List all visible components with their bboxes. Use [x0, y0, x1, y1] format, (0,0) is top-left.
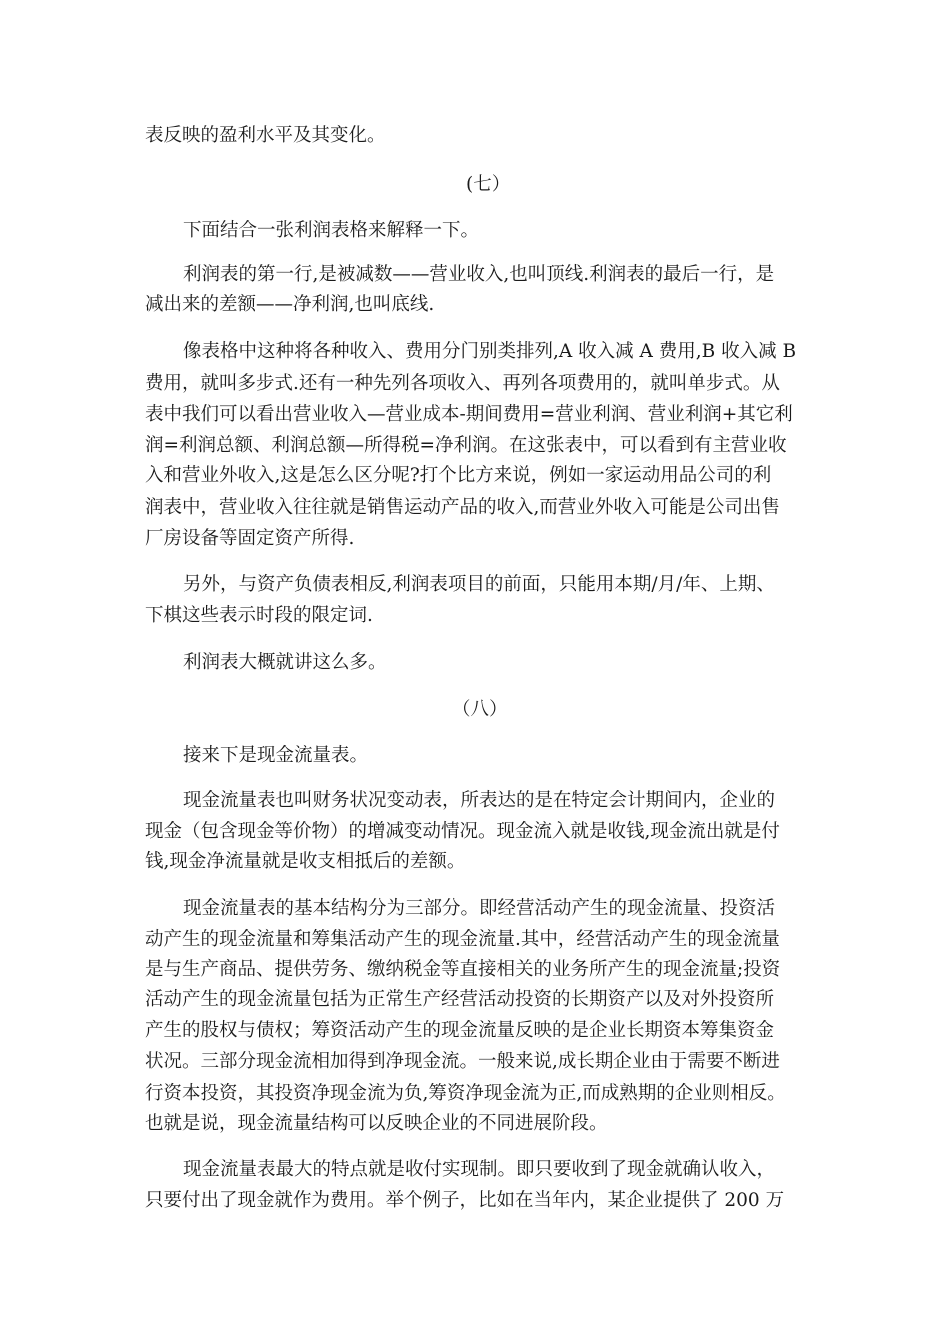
paragraph-line: 现金流量表的基本结构分为三部分。即经营活动产生的现金流量、投资活 — [183, 898, 776, 919]
paragraph-line: 动产生的现金流量和筹集活动产生的现金流量.其中，经营活动产生的现金流量 — [145, 929, 780, 950]
paragraph-line: 下面结合一张利润表格来解释一下。 — [183, 220, 480, 241]
paragraph-line: 减出来的差额——净利润,也叫底线. — [145, 294, 435, 315]
paragraph-line: 状况。三部分现金流相加得到净现金流。一般来说,成长期企业由于需要不断进 — [145, 1051, 780, 1072]
paragraph-line: 现金（包含现金等价物）的增减变动情况。现金流入就是收钱,现金流出就是付 — [145, 821, 780, 842]
paragraph-line: 也就是说，现金流量结构可以反映企业的不同进展阶段。 — [145, 1113, 608, 1134]
paragraph-line: 产生的股权与债权；筹资活动产生的现金流量反映的是企业长期资本筹集资金 — [145, 1020, 775, 1041]
paragraph-line: 润=利润总额、利润总额—所得税=净利润。在这张表中，可以看到有主营业收 — [145, 435, 787, 456]
paragraph-line: 厂房设备等固定资产所得. — [145, 528, 355, 549]
paragraph-line: 润表中，营业收入往往就是销售运动产品的收入,而营业外收入可能是公司出售 — [145, 497, 780, 518]
paragraph-line: 费用，就叫多步式.还有一种先列各项收入、再列各项费用的，就叫单步式。从 — [145, 373, 780, 394]
paragraph-line: 现金流量表也叫财务状况变动表，所表达的是在特定会计期间内，企业的 — [183, 790, 776, 811]
paragraph-line: 表中我们可以看出营业收入—营业成本-期间费用=营业利润、营业利润+其它利 — [145, 404, 793, 425]
paragraph-line: 接来下是现金流量表。 — [183, 745, 369, 766]
paragraph-line: 行资本投资，其投资净现金流为负,筹资净现金流为正,而成熟期的企业则相反。 — [145, 1083, 786, 1104]
paragraph-line: 像表格中这种将各种收入、费用分门别类排列,A 收入减 A 费用,B 收入减 B — [183, 341, 797, 362]
paragraph-line: 表反映的盈利水平及其变化。 — [145, 125, 386, 146]
paragraph-line: 入和营业外收入,这是怎么区分呢?打个比方来说，例如一家运动用品公司的利 — [145, 465, 772, 486]
paragraph-line: 下棋这些表示时段的限定词. — [145, 605, 373, 626]
paragraph-line: 只要付出了现金就作为费用。举个例子，比如在当年内，某企业提供了 200 万 — [145, 1190, 785, 1211]
paragraph-line: 是与生产商品、提供劳务、缴纳税金等直接相关的业务所产生的现金流量;投资 — [145, 959, 781, 980]
paragraph-line: 钱,现金净流量就是收支相抵后的差额。 — [145, 851, 466, 872]
paragraph-line: 现金流量表最大的特点就是收付实现制。即只要收到了现金就确认收入， — [183, 1159, 776, 1180]
section-heading-8: （八） — [452, 699, 508, 720]
paragraph-line: 另外，与资产负债表相反,利润表项目的前面，只能用本期/月/年、上期、 — [183, 574, 775, 595]
paragraph-line: 活动产生的现金流量包括为正常生产经营活动投资的长期资产以及对外投资所 — [145, 989, 775, 1010]
section-heading-7: (七） — [466, 174, 511, 195]
paragraph-line: 利润表的第一行,是被减数——营业收入,也叫顶线.利润表的最后一行，是 — [183, 264, 775, 285]
paragraph-line: 利润表大概就讲这么多。 — [183, 652, 387, 673]
